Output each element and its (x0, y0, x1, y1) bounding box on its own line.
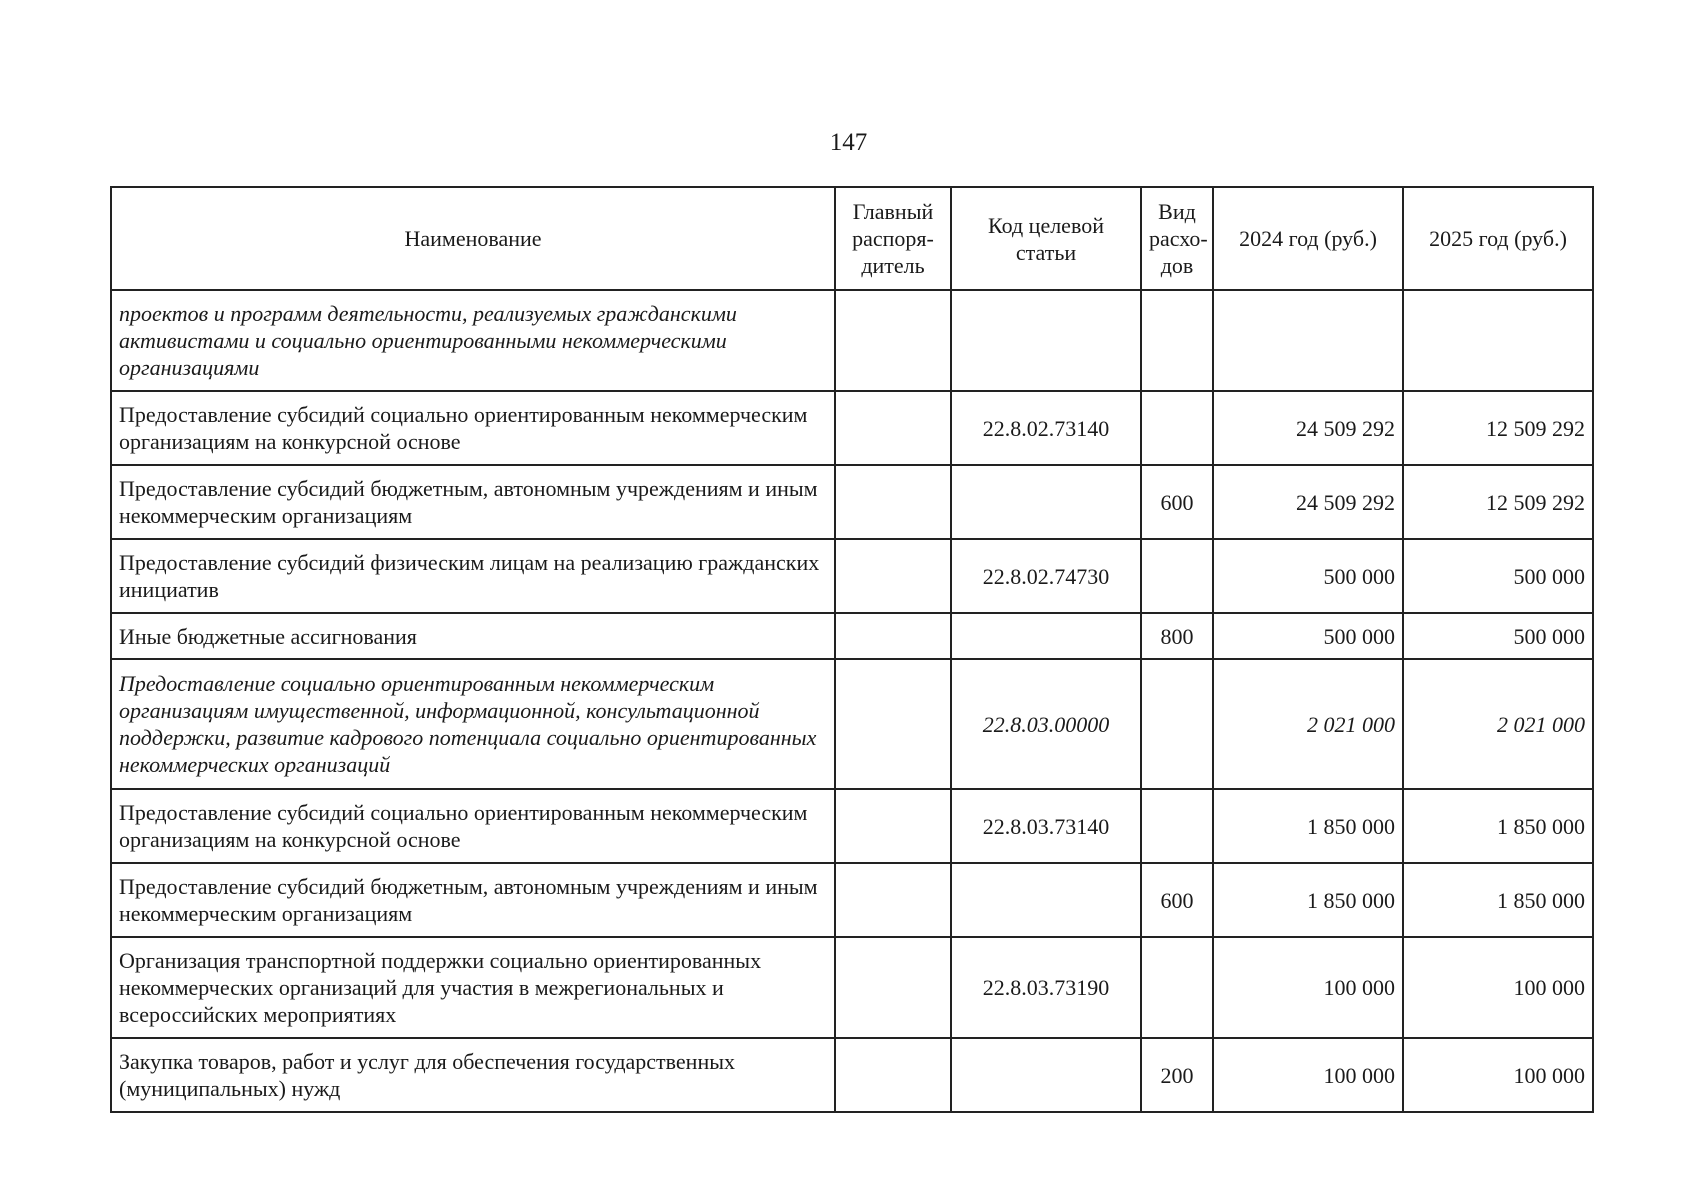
row-code: 22.8.03.73140 (951, 789, 1141, 863)
row-2025: 500 000 (1403, 613, 1593, 659)
row-2024: 100 000 (1213, 1038, 1403, 1112)
table-row (111, 391, 1593, 465)
header-kind: Вид расхо-дов (1141, 187, 1213, 290)
row-code (951, 465, 1141, 539)
row-kind: 600 (1141, 863, 1213, 937)
row-2025: 12 509 292 (1403, 465, 1593, 539)
table-row (111, 290, 1593, 391)
row-kind: 200 (1141, 1038, 1213, 1112)
row-name: Предоставление социально ориентированным некоммерческим организациям имущественной, информационной, консультационной поддержки, развитие кадрового потенциала социально ориентированных некоммерческих организаций (111, 659, 835, 789)
row-name: Иные бюджетные ассигнования (111, 613, 835, 659)
row-grbs (835, 1038, 951, 1112)
row-name: Предоставление субсидий бюджетным, автономным учреждениям и иным некоммерческим организациям (111, 863, 835, 937)
row-2025: 1 850 000 (1403, 789, 1593, 863)
row-grbs (835, 391, 951, 465)
table-row (111, 789, 1593, 863)
row-2025: 500 000 (1403, 539, 1593, 613)
header-2025: 2025 год (руб.) (1403, 187, 1593, 290)
row-name: Предоставление субсидий бюджетным, автономным учреждениям и иным некоммерческим организациям (111, 465, 835, 539)
row-2024: 2 021 000 (1213, 659, 1403, 789)
table-row (111, 659, 1593, 789)
row-name: проектов и программ деятельности, реализуемых гражданскими активистами и социально ориентированными некоммерческими организациями (111, 290, 835, 391)
row-code (951, 290, 1141, 391)
row-name: Предоставление субсидий физическим лицам на реализацию гражданских инициатив (111, 539, 835, 613)
row-2025 (1403, 290, 1593, 391)
row-2024: 24 509 292 (1213, 465, 1403, 539)
row-grbs (835, 613, 951, 659)
budget-table (110, 186, 1594, 1113)
row-code (951, 613, 1141, 659)
row-kind: 600 (1141, 465, 1213, 539)
row-2025: 100 000 (1403, 1038, 1593, 1112)
row-kind (1141, 937, 1213, 1038)
row-code: 22.8.02.73140 (951, 391, 1141, 465)
row-name: Организация транспортной поддержки социально ориентированных некоммерческих организаций для участия в межрегиональных и всероссийских мероприятиях (111, 937, 835, 1038)
row-grbs (835, 659, 951, 789)
header-2024: 2024 год (руб.) (1213, 187, 1403, 290)
row-2025: 12 509 292 (1403, 391, 1593, 465)
row-grbs (835, 789, 951, 863)
row-2024 (1213, 290, 1403, 391)
row-kind (1141, 290, 1213, 391)
row-grbs (835, 465, 951, 539)
row-2024: 1 850 000 (1213, 863, 1403, 937)
table-row (111, 863, 1593, 937)
row-kind: 800 (1141, 613, 1213, 659)
row-2024: 500 000 (1213, 539, 1403, 613)
row-grbs (835, 937, 951, 1038)
row-2025: 1 850 000 (1403, 863, 1593, 937)
row-kind (1141, 539, 1213, 613)
row-grbs (835, 863, 951, 937)
row-kind (1141, 659, 1213, 789)
row-kind (1141, 789, 1213, 863)
row-2024: 100 000 (1213, 937, 1403, 1038)
row-kind (1141, 391, 1213, 465)
row-code: 22.8.03.00000 (951, 659, 1141, 789)
row-name: Предоставление субсидий социально ориентированным некоммерческим организациям на конкурсной основе (111, 789, 835, 863)
row-2025: 2 021 000 (1403, 659, 1593, 789)
row-code: 22.8.02.74730 (951, 539, 1141, 613)
table-row (111, 465, 1593, 539)
header-grbs: Главный распоря-дитель (835, 187, 951, 290)
table-row (111, 1038, 1593, 1112)
header-name: Наименование (111, 187, 835, 290)
row-grbs (835, 539, 951, 613)
table-row (111, 613, 1593, 659)
row-name: Предоставление субсидий социально ориентированным некоммерческим организациям на конкурсной основе (111, 391, 835, 465)
row-2024: 24 509 292 (1213, 391, 1403, 465)
row-2025: 100 000 (1403, 937, 1593, 1038)
table-header-row (111, 187, 1593, 290)
row-2024: 500 000 (1213, 613, 1403, 659)
header-code: Код целевой статьи (951, 187, 1141, 290)
row-2024: 1 850 000 (1213, 789, 1403, 863)
page-number: 147 (829, 129, 868, 156)
row-code (951, 1038, 1141, 1112)
table-row (111, 539, 1593, 613)
row-code: 22.8.03.73190 (951, 937, 1141, 1038)
row-code (951, 863, 1141, 937)
row-name: Закупка товаров, работ и услуг для обеспечения государственных (муниципальных) нужд (111, 1038, 835, 1112)
row-grbs (835, 290, 951, 391)
table-row (111, 937, 1593, 1038)
